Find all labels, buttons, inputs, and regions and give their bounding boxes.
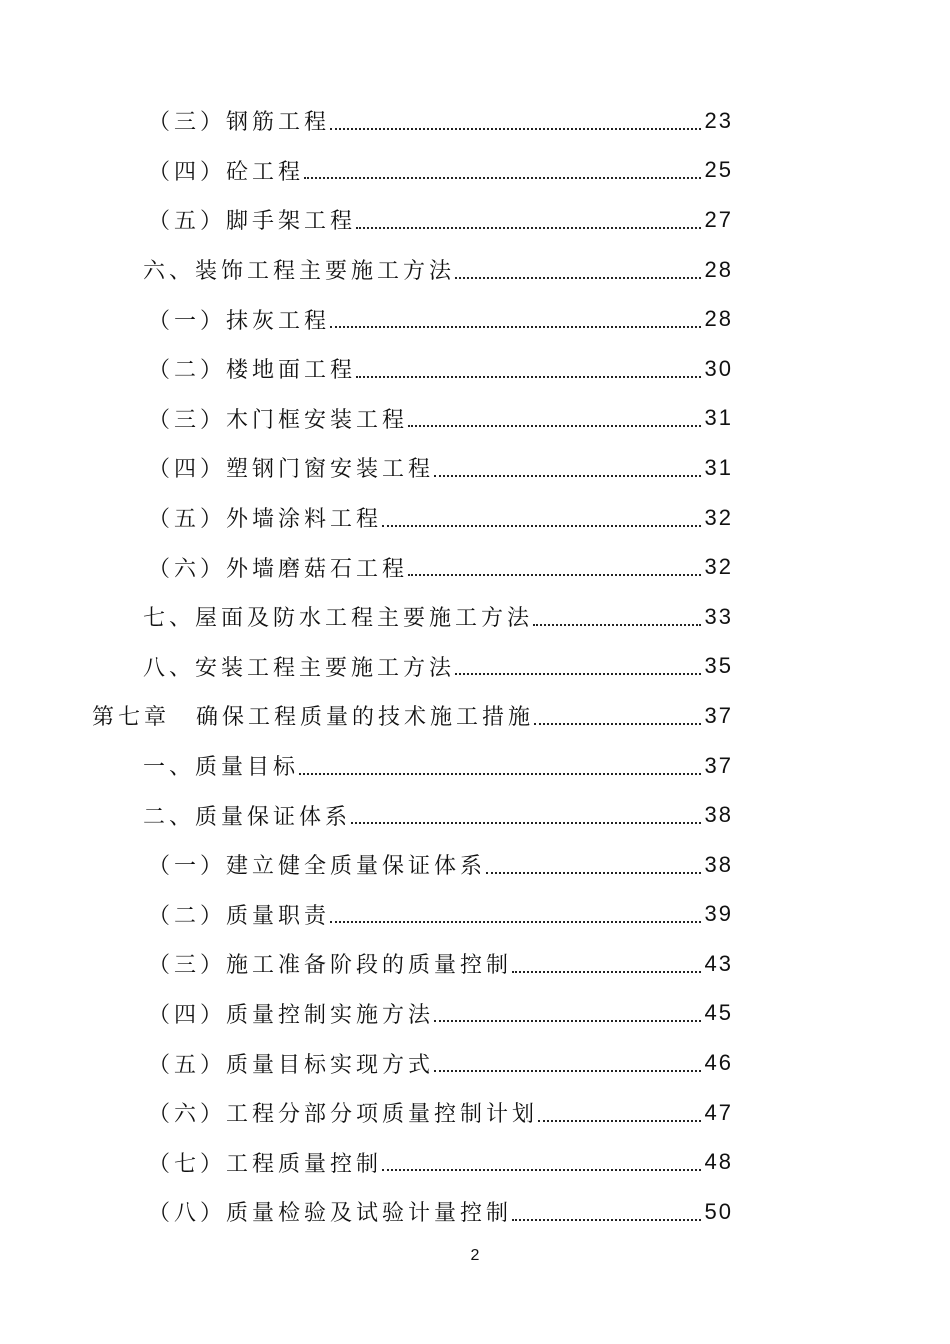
toc-entry[interactable] <box>0 840 950 890</box>
toc-entry-title: 第七章 确保工程质量的技术施工措施 <box>92 705 535 731</box>
toc-entry[interactable] <box>0 989 950 1039</box>
toc-entry-title: （五）质量目标实现方式 <box>148 1052 435 1078</box>
toc-entry-title: （四）砼工程 <box>148 159 305 185</box>
toc-entry-title: （六）工程分部分项质量控制计划 <box>148 1102 539 1128</box>
toc-entry[interactable] <box>0 146 950 196</box>
toc-entry-page: 38 <box>704 802 733 828</box>
toc-entry-page: 48 <box>704 1149 733 1175</box>
dot-leader <box>330 899 701 923</box>
dot-leader <box>356 205 701 229</box>
toc-entry-page: 25 <box>704 157 733 183</box>
toc-entry-page: 43 <box>704 950 733 976</box>
toc-entry-title: （一）建立健全质量保证体系 <box>148 854 487 880</box>
toc-entry-title: （一）抹灰工程 <box>148 308 331 334</box>
toc-entry-page: 27 <box>704 206 733 232</box>
toc-entry-page: 37 <box>704 752 733 778</box>
toc-entry[interactable] <box>0 1088 950 1138</box>
dot-leader <box>330 106 701 130</box>
toc-entry-page: 37 <box>704 702 733 728</box>
toc-entry-page: 35 <box>704 653 733 679</box>
toc-entry-title: （三）施工准备阶段的质量控制 <box>148 953 513 979</box>
toc-entry-page: 28 <box>704 256 733 282</box>
toc-entry[interactable] <box>0 344 950 394</box>
dot-leader <box>538 1098 701 1122</box>
toc-entry[interactable] <box>0 96 950 146</box>
toc-entry-page: 47 <box>704 1099 733 1125</box>
toc-entry[interactable] <box>0 493 950 543</box>
toc-entry-page: 31 <box>704 405 733 431</box>
toc-entry-page: 32 <box>704 504 733 530</box>
toc-entry-title: 七、屋面及防水工程主要施工方法 <box>143 606 534 632</box>
toc-entry[interactable] <box>0 1038 950 1088</box>
dot-leader <box>434 1048 701 1072</box>
toc-entry-title: （六）外墙磨菇石工程 <box>148 556 409 582</box>
dot-leader <box>455 651 701 675</box>
dot-leader <box>455 255 701 279</box>
toc-entry[interactable] <box>0 890 950 940</box>
toc-entry-page: 33 <box>704 603 733 629</box>
toc-entry-page: 30 <box>704 355 733 381</box>
toc-entry[interactable] <box>0 691 950 741</box>
toc-entry-title: （七）工程质量控制 <box>148 1151 383 1177</box>
toc-entry[interactable] <box>0 642 950 692</box>
toc-entry-title: （五）脚手架工程 <box>148 209 357 235</box>
toc-entry-page: 46 <box>704 1050 733 1076</box>
toc-entry[interactable] <box>0 542 950 592</box>
toc-entry[interactable] <box>0 443 950 493</box>
toc-entry-title: （四）塑钢门窗安装工程 <box>148 457 435 483</box>
toc-entry-page: 28 <box>704 306 733 332</box>
dot-leader <box>304 155 701 179</box>
toc-entry-title: （三）钢筋工程 <box>148 110 331 136</box>
dot-leader <box>330 304 701 328</box>
toc-entry-title: （五）外墙涂料工程 <box>148 507 383 533</box>
dot-leader <box>512 949 701 973</box>
toc-entry[interactable] <box>0 741 950 791</box>
dot-leader <box>351 800 701 824</box>
toc-entry[interactable] <box>0 790 950 840</box>
toc-entry-title: （二）质量职责 <box>148 903 331 929</box>
table-of-contents <box>0 96 950 1237</box>
toc-entry-title: 二、质量保证体系 <box>143 804 352 830</box>
toc-entry-page: 23 <box>704 107 733 133</box>
dot-leader <box>512 1197 701 1221</box>
dot-leader <box>486 850 701 874</box>
toc-entry[interactable] <box>0 939 950 989</box>
dot-leader <box>434 998 701 1022</box>
toc-entry-page: 45 <box>704 1000 733 1026</box>
toc-entry-title: （三）木门框安装工程 <box>148 407 409 433</box>
dot-leader <box>534 701 701 725</box>
page-number: 2 <box>470 1247 480 1264</box>
toc-entry-title: （二）楼地面工程 <box>148 358 357 384</box>
toc-entry-title: 八、安装工程主要施工方法 <box>143 655 456 681</box>
toc-entry-page: 38 <box>704 851 733 877</box>
dot-leader <box>408 552 701 576</box>
toc-entry-page: 39 <box>704 901 733 927</box>
dot-leader <box>382 503 701 527</box>
toc-entry[interactable] <box>0 394 950 444</box>
dot-leader <box>356 354 701 378</box>
dot-leader <box>533 602 701 626</box>
toc-entry-title: （四）质量控制实施方法 <box>148 1002 435 1028</box>
toc-entry-title: 一、质量目标 <box>143 755 300 781</box>
toc-entry-page: 50 <box>704 1198 733 1224</box>
toc-entry[interactable] <box>0 1137 950 1187</box>
toc-entry[interactable] <box>0 245 950 295</box>
toc-entry-title: 六、装饰工程主要施工方法 <box>143 259 456 285</box>
dot-leader <box>408 403 701 427</box>
dot-leader <box>299 751 701 775</box>
dot-leader <box>434 453 701 477</box>
toc-entry[interactable] <box>0 195 950 245</box>
toc-entry[interactable] <box>0 592 950 642</box>
toc-entry-title: （八）质量检验及试验计量控制 <box>148 1201 513 1227</box>
toc-entry-page: 31 <box>704 454 733 480</box>
toc-entry[interactable] <box>0 294 950 344</box>
toc-entry-page: 32 <box>704 554 733 580</box>
dot-leader <box>382 1147 701 1171</box>
toc-entry[interactable] <box>0 1187 950 1237</box>
